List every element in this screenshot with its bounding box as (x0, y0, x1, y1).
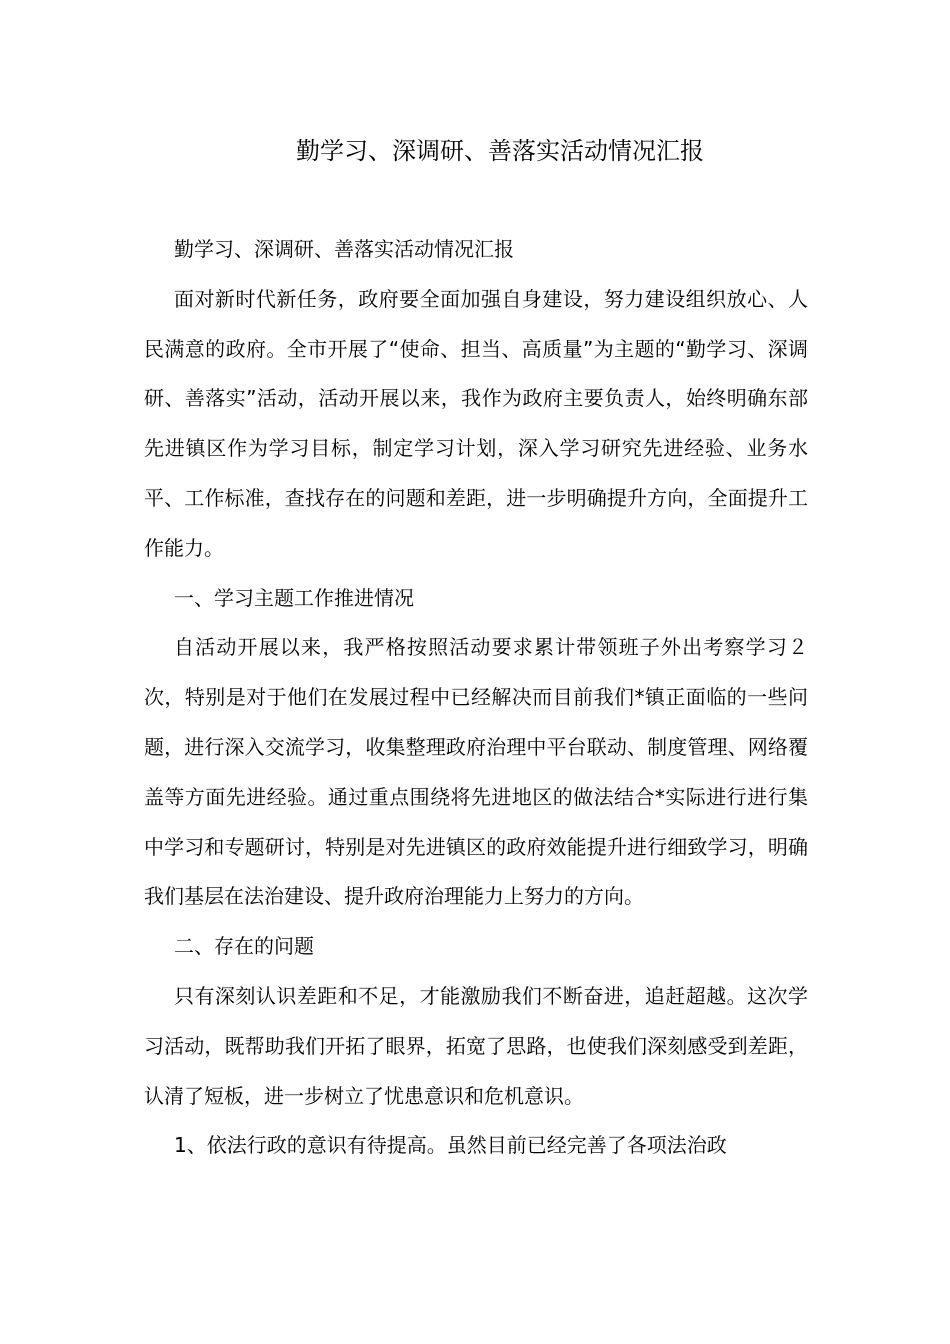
numbered-item-1: 1、依法行政的意识有待提高。虽然目前已经完善了各项法治政 (174, 1133, 727, 1158)
section-1-paragraph: 自活动开展以来，我严格按照活动要求累计带领班子外出考察学习２次，特别是对于他们在发展过程中已经解决而目前我们*镇正面临的一些问题，进行深入交流学习，收集整理政府治理中平台联动、制度管理、网络覆盖等方面先进经验。通过重点围绕将先进地区的做法结合*实际进行进行集中学习和专题研讨，特别是对先进镇区的政府效能提升进行细致学习，明确我们基层在法治建设、提升政府治理能力上努力的方向。 (144, 635, 808, 909)
section-heading-1: 一、学习主题工作推进情况 (174, 585, 414, 610)
section-heading-2: 二、存在的问题 (174, 934, 314, 959)
document-body (144, 225, 808, 1171)
section-2-paragraph: 只有深刻认识差距和不足，才能激励我们不断奋进，追赶超越。这次学习活动，既帮助我们开拓了眼界，拓宽了思路，也使我们深刻感受到差距，认清了短板，进一步树立了忧患意识和危机意识。 (144, 983, 808, 1108)
document-title: 勤学习、深调研、善落实活动情况汇报 (296, 137, 704, 165)
subtitle-paragraph: 勤学习、深调研、善落实活动情况汇报 (174, 237, 514, 261)
intro-paragraph: 面对新时代新任务，政府要全面加强自身建设，努力建设组织放心、人民满意的政府。全市开展了“使命、担当、高质量”为主题的“勤学习、深调研、善落实”活动，活动开展以来，我作为政府主要负责人，始终明确东部先进镇区作为学习目标，制定学习计划，深入学习研究先进经验、业务水平、工作标准，查找存在的问题和差距，进一步明确提升方向，全面提升工作能力。 (144, 286, 808, 560)
